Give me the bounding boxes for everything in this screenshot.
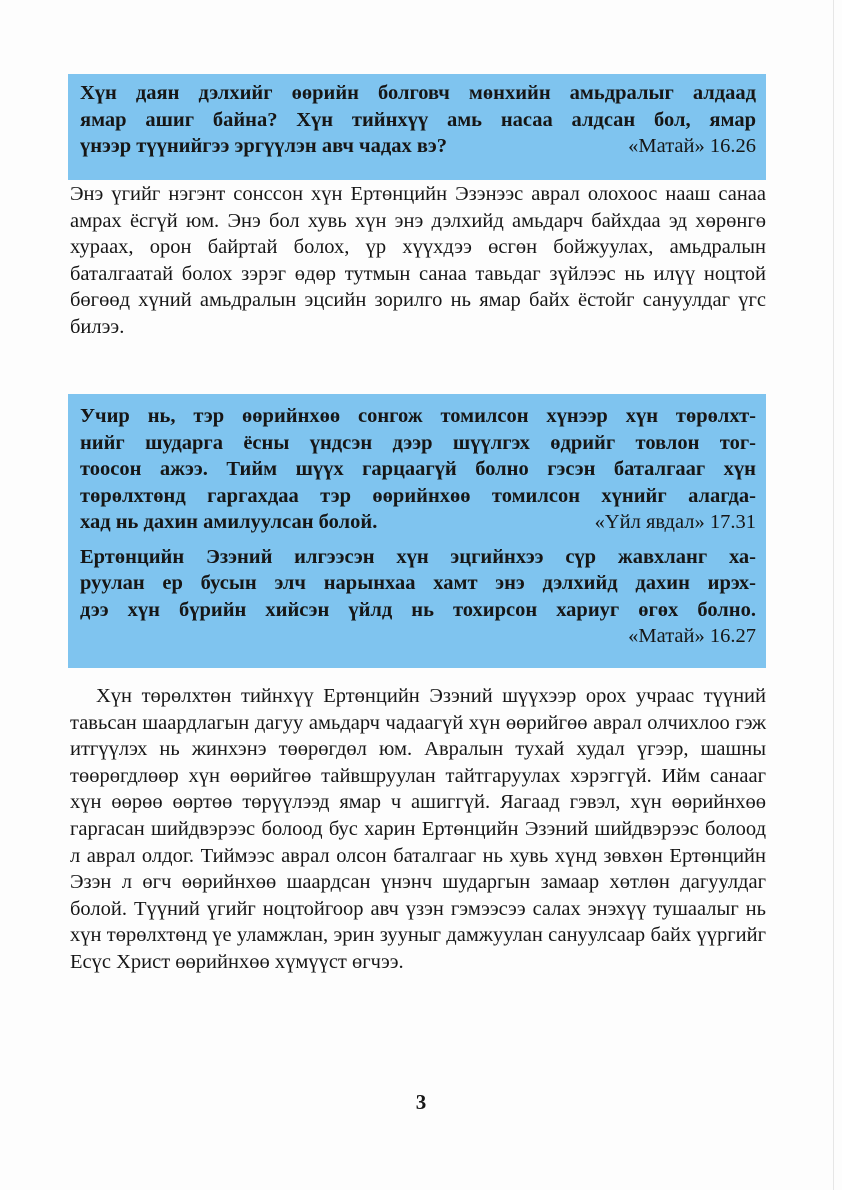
- quote3-line-2: руулан ер бусын элч нарынхаа хамт энэ дэлхийд дахин ирэх-: [80, 572, 756, 594]
- paragraph-2: Хүн төрөлхтөн тийнхүү Ертөнцийн Эзэний шүүхээр орох учраас түүний тавьсан шаардлагын дагуу амьдарч чадаагүй хүн өөрийгөө аврал олчихлоо гэж итгүүлэх нь жинхэнэ төөрөгдөл юм. Авралын тухай худал үгээр, шашны төөрөгдлөөр хүн өөрийгөө тайвшруулан тайтгаруулах хэрэггүй. Ийм санааг хүн өөрөө өөртөө төрүүлээд ямар ч ашиггүй. Яагаад гэвэл, хүн өөрийнхөө гаргасан шийдвэрээс болоод бус харин Ертөнцийн Эзэний шийдвэрээс болоод л аврал олдог. Тиймээс аврал олсон баталгааг нь хувь хүнд зөвхөн Ертөнцийн Эзэн л өгч өөрийнхөө шаардсан үнэнч шударгын замаар хөтлөн дагуулдаг болой. Түүний үгийг ноцтойгоор авч үзэн гэмээсээ салах энэхүү тушаалыг нь хүн төрөлхтөнд үе уламжлан, эрин зууныг дамжуулан сануулсаар байх үүргийг Есүс Христ өөрийнхөө хүмүүст өгчээ.: [70, 685, 766, 973]
- quote-box-matthew-16-26: [68, 74, 766, 180]
- quote3-reference: «Матай» 16.27: [628, 625, 756, 647]
- page-number: 3: [415, 1090, 427, 1114]
- quote2-block: [80, 403, 756, 536]
- quote-box-acts-and-matthew: [68, 394, 766, 668]
- paragraph-1: Энэ үгийг нэгэнт сонссон хүн Ертөнцийн Эзэнээс аврал олохоос нааш санаа амрах ёсгүй юм. Энэ бол хувь хүн энэ дэлхийд амьдарч байхдаа эд хөрөнгө хураах, орон байртай болох, үр хүүхдээ өсгөн бойжуулах, амьдралын баталгаатай болох зэрэг өдөр тутмын санаа тавьдаг зүйлээс нь илүү ноцтой бөгөөд хүний амьдралын эцсийн зорилго нь ямар байх ёстойг сануулдаг үгс билээ.: [70, 183, 766, 338]
- quote1-line-1: Хүн даян дэлхийг өөрийн болговч мөнхийн амьдралыг алдаад: [80, 82, 756, 104]
- quote2-line-3: тоосон ажээ. Тийм шүүх гарцаагүй болно гэсэн баталгааг хүн: [80, 458, 756, 480]
- quote1-line-2: ямар ашиг байна? Хүн тийнхүү амь насаа алдсан бол, ямар: [80, 108, 756, 131]
- quote3-block: [80, 544, 756, 650]
- quote2-last-line: [80, 509, 756, 536]
- quote3-line-3: дээ хүн бүрийн хийсэн үйлд нь тохирсон хариуг өгөх болно.: [80, 598, 756, 621]
- quote2-line-1: Учир нь, тэр өөрийнхөө сонгож томилсон хүнээр хүн төрөлхт-: [80, 405, 756, 427]
- quote2-line-4: төрөлхтөнд гаргахдаа тэр өөрийнхөө томилсон хүнийг алагда-: [80, 484, 756, 507]
- scan-edge-line: [833, 0, 834, 1190]
- quote2-reference: «Үйл явдал» 17.31: [594, 511, 756, 533]
- quote3-line-1: Ертөнцийн Эзэний илгээсэн хүн эцгийнхээ сүр жавхланг ха-: [80, 545, 756, 568]
- quote1-line-3: үнээр түүнийгээ эргүүлэн авч чадах вэ?: [80, 135, 448, 157]
- quote1-reference: «Матай» 16.26: [628, 135, 756, 157]
- quote1-last-line: [80, 133, 756, 160]
- quote2-line-2: нийг шударга ёсны үндсэн дээр шүүлгэх өдрийг товлон тог-: [80, 431, 756, 454]
- quote2-line-5: хад нь дахин амилуулсан болой.: [80, 511, 378, 533]
